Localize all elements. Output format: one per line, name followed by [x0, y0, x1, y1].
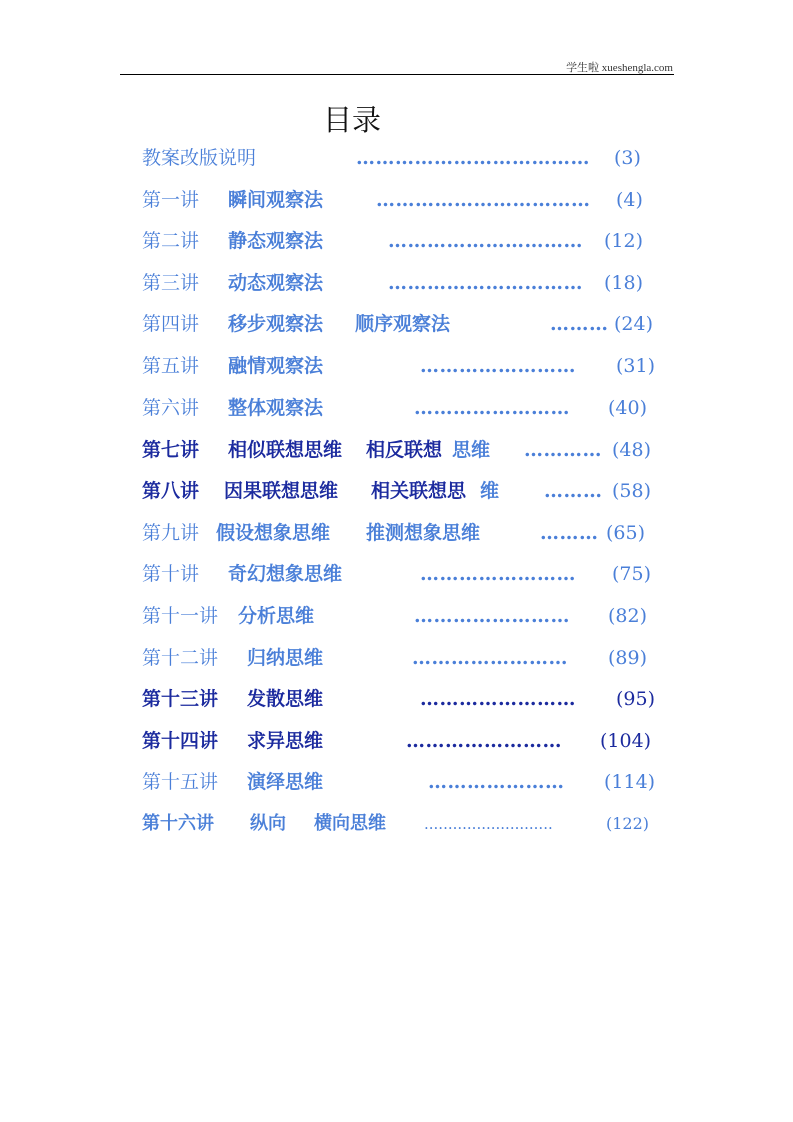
toc-entry[interactable] [142, 228, 650, 254]
toc-entry[interactable] [142, 270, 650, 296]
toc-entry-leader: …………………………… [376, 189, 591, 211]
toc-entry-topic: 移步观察法 [228, 313, 324, 335]
toc-entry-label: 第八讲 [142, 480, 200, 502]
toc-entry-page: (3) [614, 147, 641, 169]
toc-entry-topic-secondary-end: 思维 [452, 439, 491, 461]
toc-entry-leader: ……………………………… [356, 147, 590, 169]
toc-entry-leader: ……… [540, 522, 599, 544]
toc-entry-label: 第十四讲 [142, 730, 219, 752]
toc-entry-leader: …………………… [420, 688, 576, 710]
toc-entry[interactable] [142, 478, 650, 504]
toc-entry-label: 第四讲 [142, 313, 200, 335]
toc-entry[interactable] [142, 145, 650, 171]
toc-entry[interactable] [142, 686, 656, 712]
toc-entry-topic-secondary: 顺序观察法 [355, 313, 451, 335]
toc-entry-topic: 分析思维 [238, 605, 315, 627]
toc-entry-page: (4) [616, 189, 643, 211]
toc-entry-leader: ………………………… [388, 272, 583, 294]
toc-entry-leader: …………………… [406, 730, 562, 752]
toc-entry[interactable] [142, 728, 650, 754]
toc-entry-label: 第九讲 [142, 522, 200, 544]
toc-entry-leader: …………………… [420, 355, 576, 377]
toc-entry-leader: ……… [544, 480, 603, 502]
toc-entry-topic-secondary-end: 维 [480, 480, 500, 502]
toc-entry-page: (75) [612, 563, 652, 585]
toc-entry-topic: 发散思维 [247, 688, 324, 710]
toc-entry-label: 第十一讲 [142, 605, 219, 627]
toc-entry-label: 第二讲 [142, 230, 200, 252]
toc-entry-topic: 融情观察法 [228, 355, 324, 377]
toc-entry-topic: 假设想象思维 [216, 522, 331, 544]
toc-entry-label: 第七讲 [142, 439, 200, 461]
toc-entry-page: (18) [604, 272, 644, 294]
toc-entry-label: 第十六讲 [142, 813, 214, 834]
toc-entry-page: (89) [608, 647, 648, 669]
toc-entry-leader: …………………… [420, 563, 576, 585]
toc-entry-topic: 瞬间观察法 [228, 189, 324, 211]
toc-entry[interactable] [142, 311, 654, 337]
toc-entry[interactable] [142, 561, 650, 587]
toc-entry-topic-secondary: 推测想象思维 [366, 522, 481, 544]
toc-entry-topic-secondary: 相关联想思 [371, 480, 467, 502]
toc-entry-leader: ……… [550, 313, 609, 335]
toc-entry-topic: 因果联想思维 [224, 480, 339, 502]
toc-entry-leader: …………………… [414, 605, 570, 627]
toc-entry-label: 第十讲 [142, 563, 200, 585]
toc-entry-label: 第一讲 [142, 189, 200, 211]
toc-entry-label: 第五讲 [142, 355, 200, 377]
toc-entry-label: 第三讲 [142, 272, 200, 294]
toc-entry-leader: …………………… [412, 647, 568, 669]
toc-entry-label: 第十五讲 [142, 771, 219, 793]
toc-entry-topic: 整体观察法 [228, 397, 324, 419]
toc-entry-topic: 奇幻想象思维 [228, 563, 343, 585]
toc-entry-page: (24) [614, 313, 654, 335]
toc-entry[interactable] [142, 769, 656, 795]
toc-entry-topic: 纵向 [250, 813, 286, 834]
toc-entry-label: 教案改版说明 [142, 147, 257, 169]
toc-entry-page: (65) [606, 522, 646, 544]
toc-entry[interactable] [142, 603, 650, 629]
toc-entry-page: (40) [608, 397, 648, 419]
header-site-text: 学生啦 xueshengla.com [566, 62, 673, 74]
toc-entry-topic: 动态观察法 [228, 272, 324, 294]
toc-entry-label: 第六讲 [142, 397, 200, 419]
toc-entry-page: (104) [600, 730, 652, 752]
toc-entry-topic: 归纳思维 [247, 647, 324, 669]
toc-entry-topic: 相似联想思维 [228, 439, 343, 461]
toc-entry-page: (48) [612, 439, 652, 461]
toc-entry-page: (12) [604, 230, 644, 252]
toc-entry[interactable] [142, 437, 650, 463]
toc-entry-topic-secondary: 横向思维 [314, 813, 386, 834]
toc-title: 目录 [323, 103, 382, 137]
toc-entry[interactable] [142, 395, 650, 421]
toc-entry-page: (82) [608, 605, 648, 627]
toc-entry-topic: 静态观察法 [228, 230, 324, 252]
toc-entry-leader: ………………………… [388, 230, 583, 252]
toc-entry-page: (114) [604, 771, 656, 793]
toc-entry-leader: …………………… [414, 397, 570, 419]
toc-entry-topic: 求异思维 [247, 730, 324, 752]
toc-entry[interactable] [142, 187, 650, 213]
toc-entry-page: (122) [606, 814, 650, 833]
toc-entry-topic: 演绎思维 [247, 771, 324, 793]
toc-entry-leader: ........................... [424, 815, 553, 833]
header-rule [120, 74, 674, 75]
toc-entry-leader: ………………… [428, 771, 565, 793]
toc-entry[interactable] [142, 353, 656, 379]
toc-entry-page: (58) [612, 480, 652, 502]
toc-entry[interactable] [142, 520, 650, 546]
toc-entry-topic-secondary: 相反联想 [366, 439, 443, 461]
toc-entry-page: (31) [616, 355, 656, 377]
toc-entry[interactable] [142, 645, 650, 671]
toc-entry-label: 第十二讲 [142, 647, 219, 669]
toc-entry-label: 第十三讲 [142, 688, 219, 710]
toc-entry-leader: ………… [524, 439, 602, 461]
toc-entry[interactable] [142, 811, 650, 837]
toc-entry-page: (95) [616, 688, 656, 710]
